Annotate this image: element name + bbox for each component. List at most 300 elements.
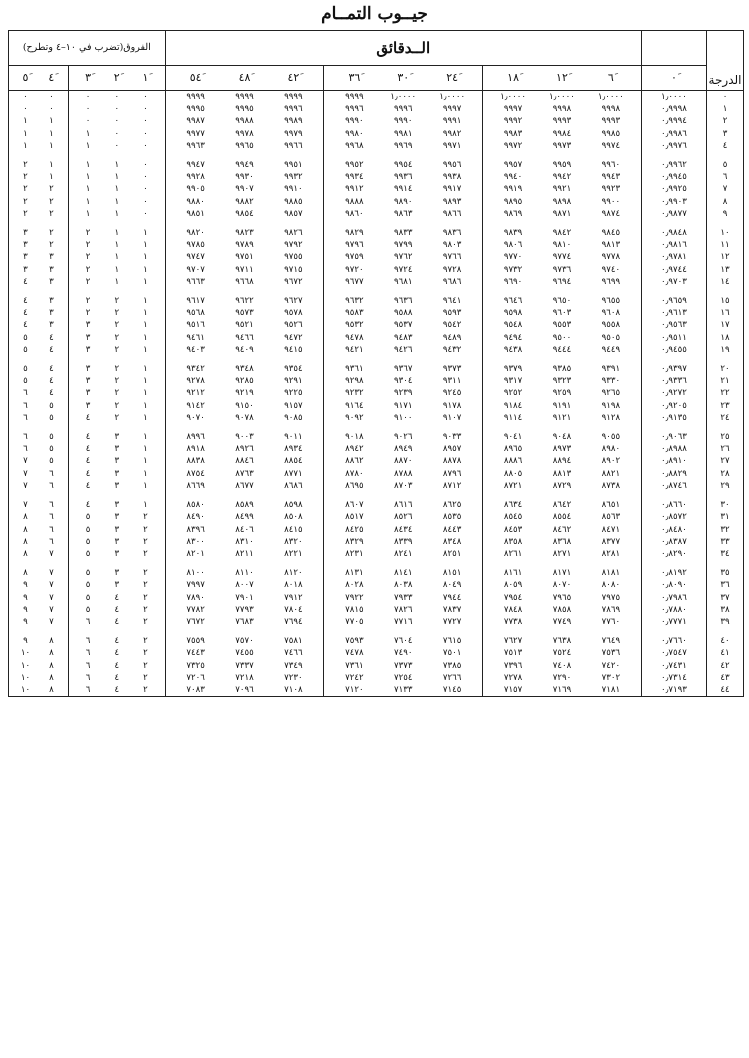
diff-a-cell	[68, 239, 165, 251]
diff-a-cell	[68, 499, 165, 511]
value: ٨١٤١	[394, 568, 413, 579]
value: ٤	[85, 444, 91, 455]
diff-b-cell	[9, 592, 69, 604]
spacer-cell	[165, 152, 324, 159]
value: ٢	[85, 276, 91, 287]
value: ٩٨٣٣	[394, 228, 413, 239]
value: ٣	[49, 264, 54, 275]
degree-cell: ٣٩	[707, 616, 744, 628]
value: ١٫٠٠٠٠	[500, 92, 526, 102]
diff-b-cell	[9, 511, 69, 523]
diff-b-cell	[9, 468, 69, 480]
table-row	[9, 171, 744, 183]
value: ٩٦٣٦	[394, 296, 413, 307]
value: ٨	[23, 536, 28, 547]
degree-cell: ١٥	[707, 295, 744, 307]
value: ٨٨٣٨	[186, 456, 205, 467]
value: ٩١٧٨	[442, 400, 462, 411]
diff-b-cell	[9, 344, 69, 356]
value: ٩٥٧٨	[284, 308, 303, 319]
value: ٧٦٢٧	[503, 636, 523, 647]
value: ١	[143, 468, 148, 479]
value: ٢	[143, 684, 148, 695]
value: ٨	[23, 548, 28, 559]
degree-cell: ١٤	[707, 276, 744, 288]
base-value-cell: ٠٫٨٨٢٩	[641, 468, 706, 480]
spacer-cell	[9, 220, 69, 227]
group-b-cell	[324, 400, 483, 412]
value: ٩٩٩٥	[235, 104, 254, 115]
diff-a-cell	[68, 536, 165, 548]
value: ٩٩٤٠	[503, 172, 523, 183]
group-b-cell	[324, 672, 483, 684]
value: ٩٨٨٠	[186, 196, 205, 207]
value: ٩٧٧٨	[601, 252, 621, 263]
value: ٩٨٨٨	[345, 196, 364, 207]
value: ٣	[49, 320, 54, 331]
value: ٢	[114, 376, 120, 387]
value: ٩٢٣٩	[394, 388, 413, 399]
value: ٨٩١٨	[186, 444, 205, 455]
value: ٨٩٤٢	[345, 444, 364, 455]
value: ٤	[49, 344, 54, 355]
value: ٢	[114, 320, 120, 331]
diff-b-header: ٤َ٥َ	[9, 66, 69, 91]
base-value-cell: ٠٫٨٦٦٠	[641, 499, 706, 511]
value: ٩٩٥١	[284, 160, 303, 171]
value: ٢	[114, 308, 120, 319]
table-row	[9, 524, 744, 536]
spacer-cell	[483, 560, 642, 567]
value: ٨١١٠	[235, 568, 254, 579]
group-b-cell	[324, 227, 483, 239]
value: ١٠	[20, 660, 31, 671]
spacer-cell	[707, 492, 744, 499]
value: ٩٩٢٣	[601, 184, 621, 195]
group-c-cell	[165, 344, 324, 356]
value: ٩٩٧٨	[235, 128, 254, 139]
base-value-cell: ٠٫٨٥٧٢	[641, 511, 706, 523]
group-c-cell	[165, 171, 324, 183]
base-value-cell: ٠٫٩٨٤٨	[641, 227, 706, 239]
value: ٨٦٢٥	[442, 500, 462, 511]
value: ٩٨٢٠	[186, 228, 205, 239]
minutes-header: الــدقائق	[165, 31, 641, 66]
value: ٢	[49, 208, 54, 219]
value: ٠	[143, 92, 148, 102]
value: ٧٧٩٣	[235, 604, 254, 615]
value: ٩٧٨٥	[186, 240, 205, 251]
value: ٨٧٦٣	[235, 468, 254, 479]
value: ٨٥٨٩	[235, 500, 254, 511]
group-b-cell	[324, 412, 483, 424]
value: ١	[114, 252, 120, 263]
value: ٧	[23, 480, 28, 491]
degree-cell: ١	[707, 103, 744, 115]
value: ٨٧٨٨	[394, 468, 413, 479]
value: ٨٣٦٨	[552, 536, 572, 547]
value: ٩٠١٨	[345, 432, 364, 443]
group-b-cell	[324, 431, 483, 443]
group-a-cell	[483, 344, 642, 356]
value: ٩٨٨٥	[284, 196, 303, 207]
value: ٩٧٦٦	[442, 252, 462, 263]
group-a-cell	[483, 592, 642, 604]
value: ٧٢٩٠	[552, 672, 572, 683]
group-c-cell	[165, 375, 324, 387]
value: ٩٧٥٩	[345, 252, 364, 263]
value: ٩٩٣٢	[284, 172, 303, 183]
value: ٤	[114, 648, 120, 659]
group-b-cell	[324, 363, 483, 375]
spacer-cell	[483, 220, 642, 227]
value: ٨٢٧١	[552, 548, 572, 559]
value: ٩٥٤٢	[442, 320, 462, 331]
diff-b-cell	[9, 455, 69, 467]
diff-a-cell	[68, 524, 165, 536]
value: ٩٣١١	[442, 376, 462, 387]
value: ٩١٨٤	[503, 400, 523, 411]
value: ٩٥٩٨	[503, 308, 523, 319]
value: ٢	[85, 264, 91, 275]
value: ٩٤١٥	[284, 344, 303, 355]
value: ٨٧١٢	[442, 480, 462, 491]
value: ٧٢٧٨	[503, 672, 523, 683]
value: ٩٩٦٣	[186, 140, 205, 151]
value: ٢	[143, 616, 148, 627]
value: ٧٦١٥	[442, 636, 462, 647]
value: ٩٧٦٢	[394, 252, 413, 263]
value: ٧٤٠٨	[552, 660, 572, 671]
value: ٢	[143, 536, 148, 547]
value: ٣	[114, 548, 120, 559]
base-value-cell: ٠٫٩٠٦٣	[641, 431, 706, 443]
table-row	[9, 239, 744, 251]
value: ١	[114, 196, 120, 207]
value: ٤	[114, 592, 120, 603]
value: ٤	[49, 364, 54, 375]
group-b-cell	[324, 499, 483, 511]
value: ٨٦٣٤	[503, 500, 523, 511]
value: ٧٣٢٥	[186, 660, 205, 671]
spacer-cell	[483, 356, 642, 363]
value: ٧٢٠٦	[186, 672, 205, 683]
value: ١	[114, 184, 120, 195]
value: ٩٠٠٣	[235, 432, 254, 443]
degree-cell: ٤١	[707, 647, 744, 659]
spacer-cell	[165, 288, 324, 295]
diff-b-cell	[9, 319, 69, 331]
value: ٩٩٨٩	[284, 116, 303, 127]
value: ٣	[114, 480, 120, 491]
group-a-cell	[483, 183, 642, 195]
value: ٩٠٧٨	[235, 412, 254, 423]
degree-cell: ٤٤	[707, 684, 744, 697]
degree-cell: ٤٢	[707, 660, 744, 672]
diff-a-cell	[68, 115, 165, 127]
value: ٨٤٩٩	[235, 512, 254, 523]
spacer-cell	[707, 356, 744, 363]
value: ٨٢٣١	[345, 548, 364, 559]
value: ١	[143, 240, 148, 251]
table-row	[9, 672, 744, 684]
row-spacer	[9, 288, 744, 295]
spacer-cell	[324, 492, 483, 499]
group-c-cell	[165, 128, 324, 140]
value: ٧	[23, 468, 28, 479]
group-c-cell	[165, 295, 324, 307]
table-row	[9, 431, 744, 443]
value: ٩٦٦٣	[186, 276, 205, 287]
group-a-cell	[483, 567, 642, 579]
spacer-cell	[641, 152, 706, 159]
group-a-cell	[483, 400, 642, 412]
spacer-cell	[707, 628, 744, 635]
value: ٩٢٩٨	[345, 376, 364, 387]
value: ٩٩١٧	[442, 184, 462, 195]
diff-b-cell	[9, 536, 69, 548]
group-c-cell	[165, 499, 324, 511]
row-spacer	[9, 152, 744, 159]
value: ٩٧١١	[235, 264, 254, 275]
value: ٩٨٠٦	[503, 240, 523, 251]
value: ٢	[23, 172, 28, 183]
diff-a-cell	[68, 616, 165, 628]
value: ٨٣٩٦	[186, 524, 205, 535]
value: ١	[85, 208, 91, 219]
row-spacer	[9, 220, 744, 227]
value: ٠	[114, 92, 120, 102]
value: ١	[49, 140, 54, 151]
value: ٠	[114, 116, 120, 127]
value: ٩٩٥٧	[503, 160, 523, 171]
value: ٣	[49, 252, 54, 263]
value: ٩٩٩٦	[345, 104, 364, 115]
spacer-cell	[9, 356, 69, 363]
value: ٩٣٠٤	[394, 376, 413, 387]
value: ٨٢١١	[235, 548, 254, 559]
value: ٨٦٦٩	[186, 480, 205, 491]
group-a-cell	[483, 159, 642, 171]
table-row	[9, 548, 744, 560]
group-a-cell	[483, 91, 642, 104]
value: ٢	[85, 252, 91, 263]
value: ٩٩٨٣	[503, 128, 523, 139]
value: ٩٩٧٧	[186, 128, 205, 139]
value: ٢	[85, 228, 91, 239]
value: ٠	[23, 92, 28, 102]
value: ٩٧٨٩	[235, 240, 254, 251]
value: ٩٨٠٣	[442, 240, 462, 251]
diff-b-cell	[9, 239, 69, 251]
value: ٨٥٦٣	[601, 512, 621, 523]
value: ٦	[49, 536, 54, 547]
value: ٥	[49, 412, 54, 423]
value: ٢	[23, 184, 28, 195]
degree-cell: ١٨	[707, 332, 744, 344]
value: ٤	[49, 376, 54, 387]
group-b-header: ٢٤َ٣٠َ٣٦َ	[324, 66, 483, 91]
value: ٩٠٥٥	[601, 432, 621, 443]
group-b-cell	[324, 115, 483, 127]
value: ٨٥٥٤	[552, 512, 572, 523]
value: ٧٨٣٧	[442, 604, 462, 615]
spacer-cell	[641, 356, 706, 363]
value: ٧٩٢٢	[345, 592, 364, 603]
value: ٨٧٠٣	[394, 480, 413, 491]
value: ٨٣٢٩	[345, 536, 364, 547]
diff-a-cell	[68, 208, 165, 220]
value: ٩٦٦٨	[235, 276, 254, 287]
value: ٩٨٣٩	[503, 228, 523, 239]
group-c-cell	[165, 103, 324, 115]
group-a-cell	[483, 536, 642, 548]
diff-b-cell	[9, 431, 69, 443]
value: ٩٠٨٥	[284, 412, 303, 423]
degree-cell: ٩	[707, 208, 744, 220]
diff-b-cell	[9, 647, 69, 659]
value: ٩٤٧٢	[284, 332, 303, 343]
value: ٩٩٠٧	[235, 184, 254, 195]
value: ٩٢٤٥	[442, 388, 462, 399]
value: ٨٧٣٨	[601, 480, 621, 491]
value: ١	[85, 196, 91, 207]
value: ٧٥٧٠	[235, 636, 254, 647]
value: ٩٩٨٧	[186, 116, 205, 127]
value: ٦	[85, 636, 91, 647]
value: ٨٢٢١	[284, 548, 303, 559]
value: ٩٩٧٢	[503, 140, 523, 151]
value: ٩٩١٤	[394, 184, 413, 195]
diff-a-cell	[68, 412, 165, 424]
value: ٨٤٩٠	[186, 512, 205, 523]
value: ٨٩٢٦	[235, 444, 254, 455]
base-value-cell: ٠٫٩٩٩٨	[641, 103, 706, 115]
value: ٧٣٩٦	[503, 660, 523, 671]
base-value-cell: ٠٫٩٩٤٥	[641, 171, 706, 183]
value: ٨٢٠١	[186, 548, 205, 559]
value: ٣	[23, 228, 28, 239]
diff-a-cell	[68, 264, 165, 276]
value: ٩٧٤٧	[186, 252, 205, 263]
value: ٩٦٨٦	[442, 276, 462, 287]
value: ٨٣٧٧	[601, 536, 621, 547]
diff-a-cell	[68, 103, 165, 115]
value: ٩٣٤٢	[186, 364, 205, 375]
diff-b-cell	[9, 103, 69, 115]
diff-a-cell	[68, 468, 165, 480]
spacer-cell	[641, 288, 706, 295]
diff-b-cell	[9, 128, 69, 140]
value: ٤	[114, 672, 120, 683]
value: ٣	[23, 240, 28, 251]
spacer-cell	[324, 560, 483, 567]
value: ٨	[23, 568, 28, 579]
table-body	[9, 91, 744, 697]
group-a-cell	[483, 115, 642, 127]
value: ٧٣٦١	[345, 660, 364, 671]
value: ٣	[85, 332, 91, 343]
differences-header: الفروق(تضرب في ١٠–٤ وتطرح)	[9, 31, 166, 66]
value: ٤	[85, 468, 91, 479]
value: ٨	[49, 636, 54, 647]
value: ٩٨١٠	[552, 240, 572, 251]
value: ٢	[49, 184, 54, 195]
value: ٩١٩٨	[601, 400, 621, 411]
diff-a-cell	[68, 604, 165, 616]
table-row	[9, 307, 744, 319]
value: ٨١٥١	[442, 568, 462, 579]
value: ٨	[23, 512, 28, 523]
value: ١	[143, 296, 148, 307]
value: ٩٢١٢	[186, 388, 205, 399]
value: ٥	[85, 592, 91, 603]
group-b-cell	[324, 480, 483, 492]
value: ٠	[23, 104, 28, 115]
value: ٥	[85, 604, 91, 615]
degree-cell: ٣١	[707, 511, 744, 523]
degree-cell: ١٩	[707, 344, 744, 356]
value: ٠	[143, 104, 148, 115]
group-b-cell	[324, 276, 483, 288]
degree-cell: ٢١	[707, 375, 744, 387]
row-spacer	[9, 492, 744, 499]
value: ٧٩٣٣	[394, 592, 413, 603]
group-a-cell	[483, 511, 642, 523]
value: ٩٥٥٨	[601, 320, 621, 331]
value: ٩٩١٢	[345, 184, 364, 195]
spacer-cell	[165, 628, 324, 635]
group-b-cell	[324, 264, 483, 276]
value: ٢	[114, 344, 120, 355]
value: ١	[143, 332, 148, 343]
value: ١	[143, 500, 148, 511]
group-b-cell	[324, 307, 483, 319]
value: ٧٧٤٩	[552, 616, 572, 627]
spacer-cell	[483, 152, 642, 159]
value: ٥	[23, 364, 28, 375]
value: ٩٩١٩	[503, 184, 523, 195]
spacer-cell	[324, 628, 483, 635]
value: ٣	[114, 468, 120, 479]
value: ٢	[85, 296, 91, 307]
value: ٨٤٥٣	[503, 524, 523, 535]
value: ٩٧٧٠	[503, 252, 523, 263]
group-b-cell	[324, 128, 483, 140]
diff-a-cell	[68, 455, 165, 467]
value: ٨٥٠٨	[284, 512, 303, 523]
value: ٩٨٨٢	[235, 196, 254, 207]
value: ٧٣٣٧	[235, 660, 254, 671]
value: ٨	[49, 660, 54, 671]
value: ٩٢٧٨	[186, 376, 205, 387]
group-c-cell	[165, 672, 324, 684]
value: ٨٠٣٨	[394, 580, 413, 591]
value: ٨٩٦٥	[503, 444, 523, 455]
value: ٩٦٠٣	[552, 308, 572, 319]
value: ٨١٣١	[345, 568, 364, 579]
diff-a-cell	[68, 548, 165, 560]
group-b-cell	[324, 684, 483, 697]
value: ٧	[49, 580, 54, 591]
value: ١	[143, 276, 148, 287]
value: ٨٧٧١	[284, 468, 303, 479]
spacer-cell	[68, 356, 165, 363]
value: ٩٦٢٢	[235, 296, 254, 307]
value: ٩٦٨١	[394, 276, 413, 287]
value: ٤	[85, 456, 91, 467]
base-minute-header: ٠َ	[641, 66, 706, 91]
